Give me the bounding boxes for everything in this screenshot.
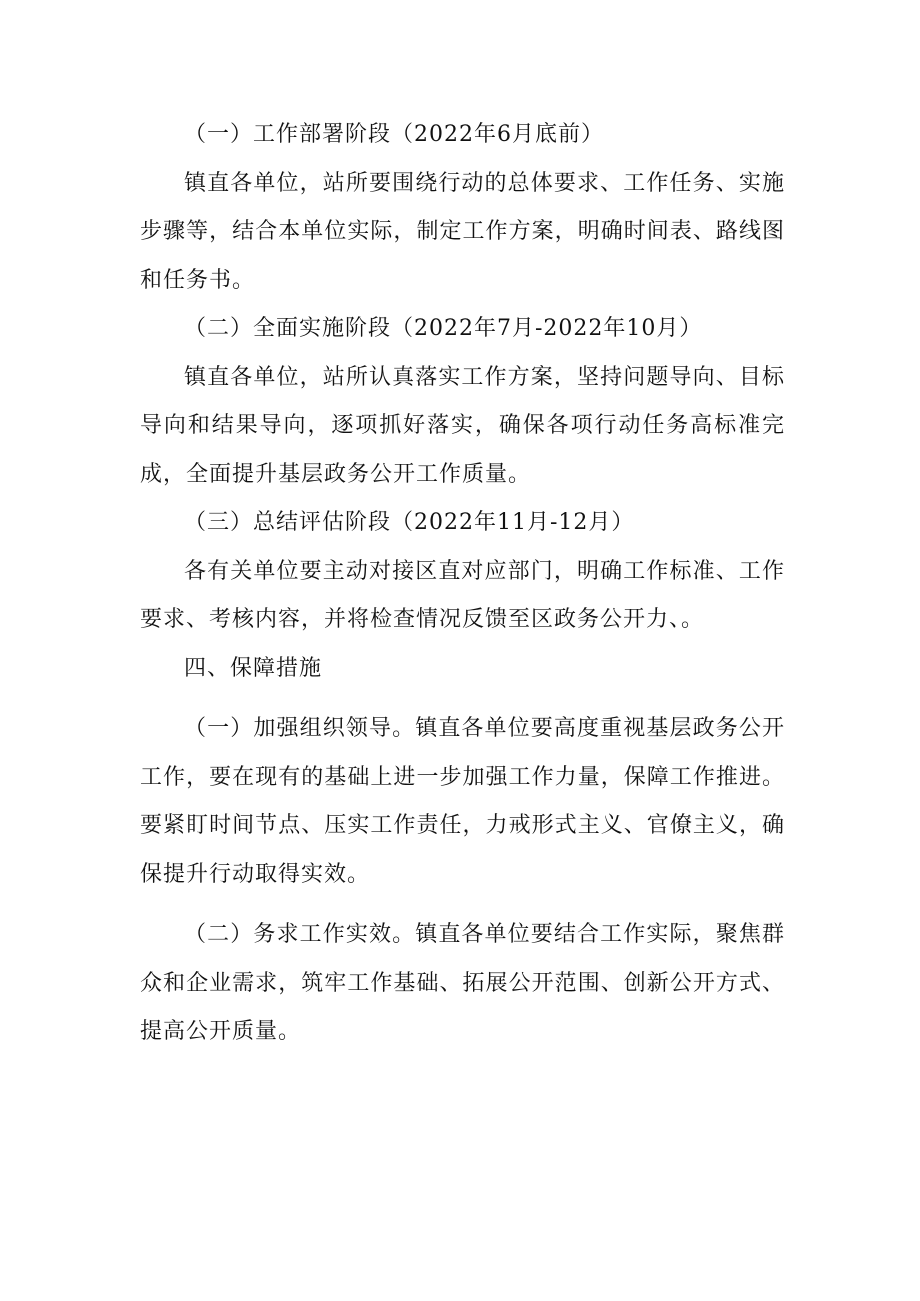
paragraph-stage-2: 镇直各单位，站所认真落实工作方案，坚持问题导向、目标导向和结果导向，逐项抓好落实，确保各项行动任务高标准完成，全面提升基层政务公开工作质量。 bbox=[140, 364, 785, 487]
section-heading-safeguards: 四、保障措施 bbox=[184, 655, 323, 681]
heading-stage-3: （三）总结评估阶段（2022年11月-12月） bbox=[184, 510, 635, 535]
heading-stage-2: （二）全面实施阶段（2022年7月-2022年10月） bbox=[184, 316, 703, 341]
document-body bbox=[140, 111, 785, 1057]
heading-stage-1: （一）工作部署阶段（2022年6月底前） bbox=[184, 122, 604, 147]
paragraph-safeguard-1: （一）加强组织领导。镇直各单位要高度重视基层政务公开工作，要在现有的基础上进一步加强工作力量，保障工作推进。要紧盯时间节点、压实工作责任，力戒形式主义、官僚主义，确保提升行动取得实效。 bbox=[140, 716, 785, 887]
paragraph-stage-1: 镇直各单位，站所要围绕行动的总体要求、工作任务、实施步骤等，结合本单位实际，制定工作方案，明确时间表、路线图和任务书。 bbox=[140, 170, 785, 293]
paragraph-stage-3: 各有关单位要主动对接区直对应部门，明确工作标准、工作要求、考核内容，并将检查情况反馈至区政务公开力、。 bbox=[140, 558, 785, 632]
paragraph-safeguard-2: （二）务求工作实效。镇直各单位要结合工作实际，聚焦群众和企业需求，筑牢工作基础、拓展公开范围、创新公开方式、提高公开质量。 bbox=[140, 922, 785, 1044]
